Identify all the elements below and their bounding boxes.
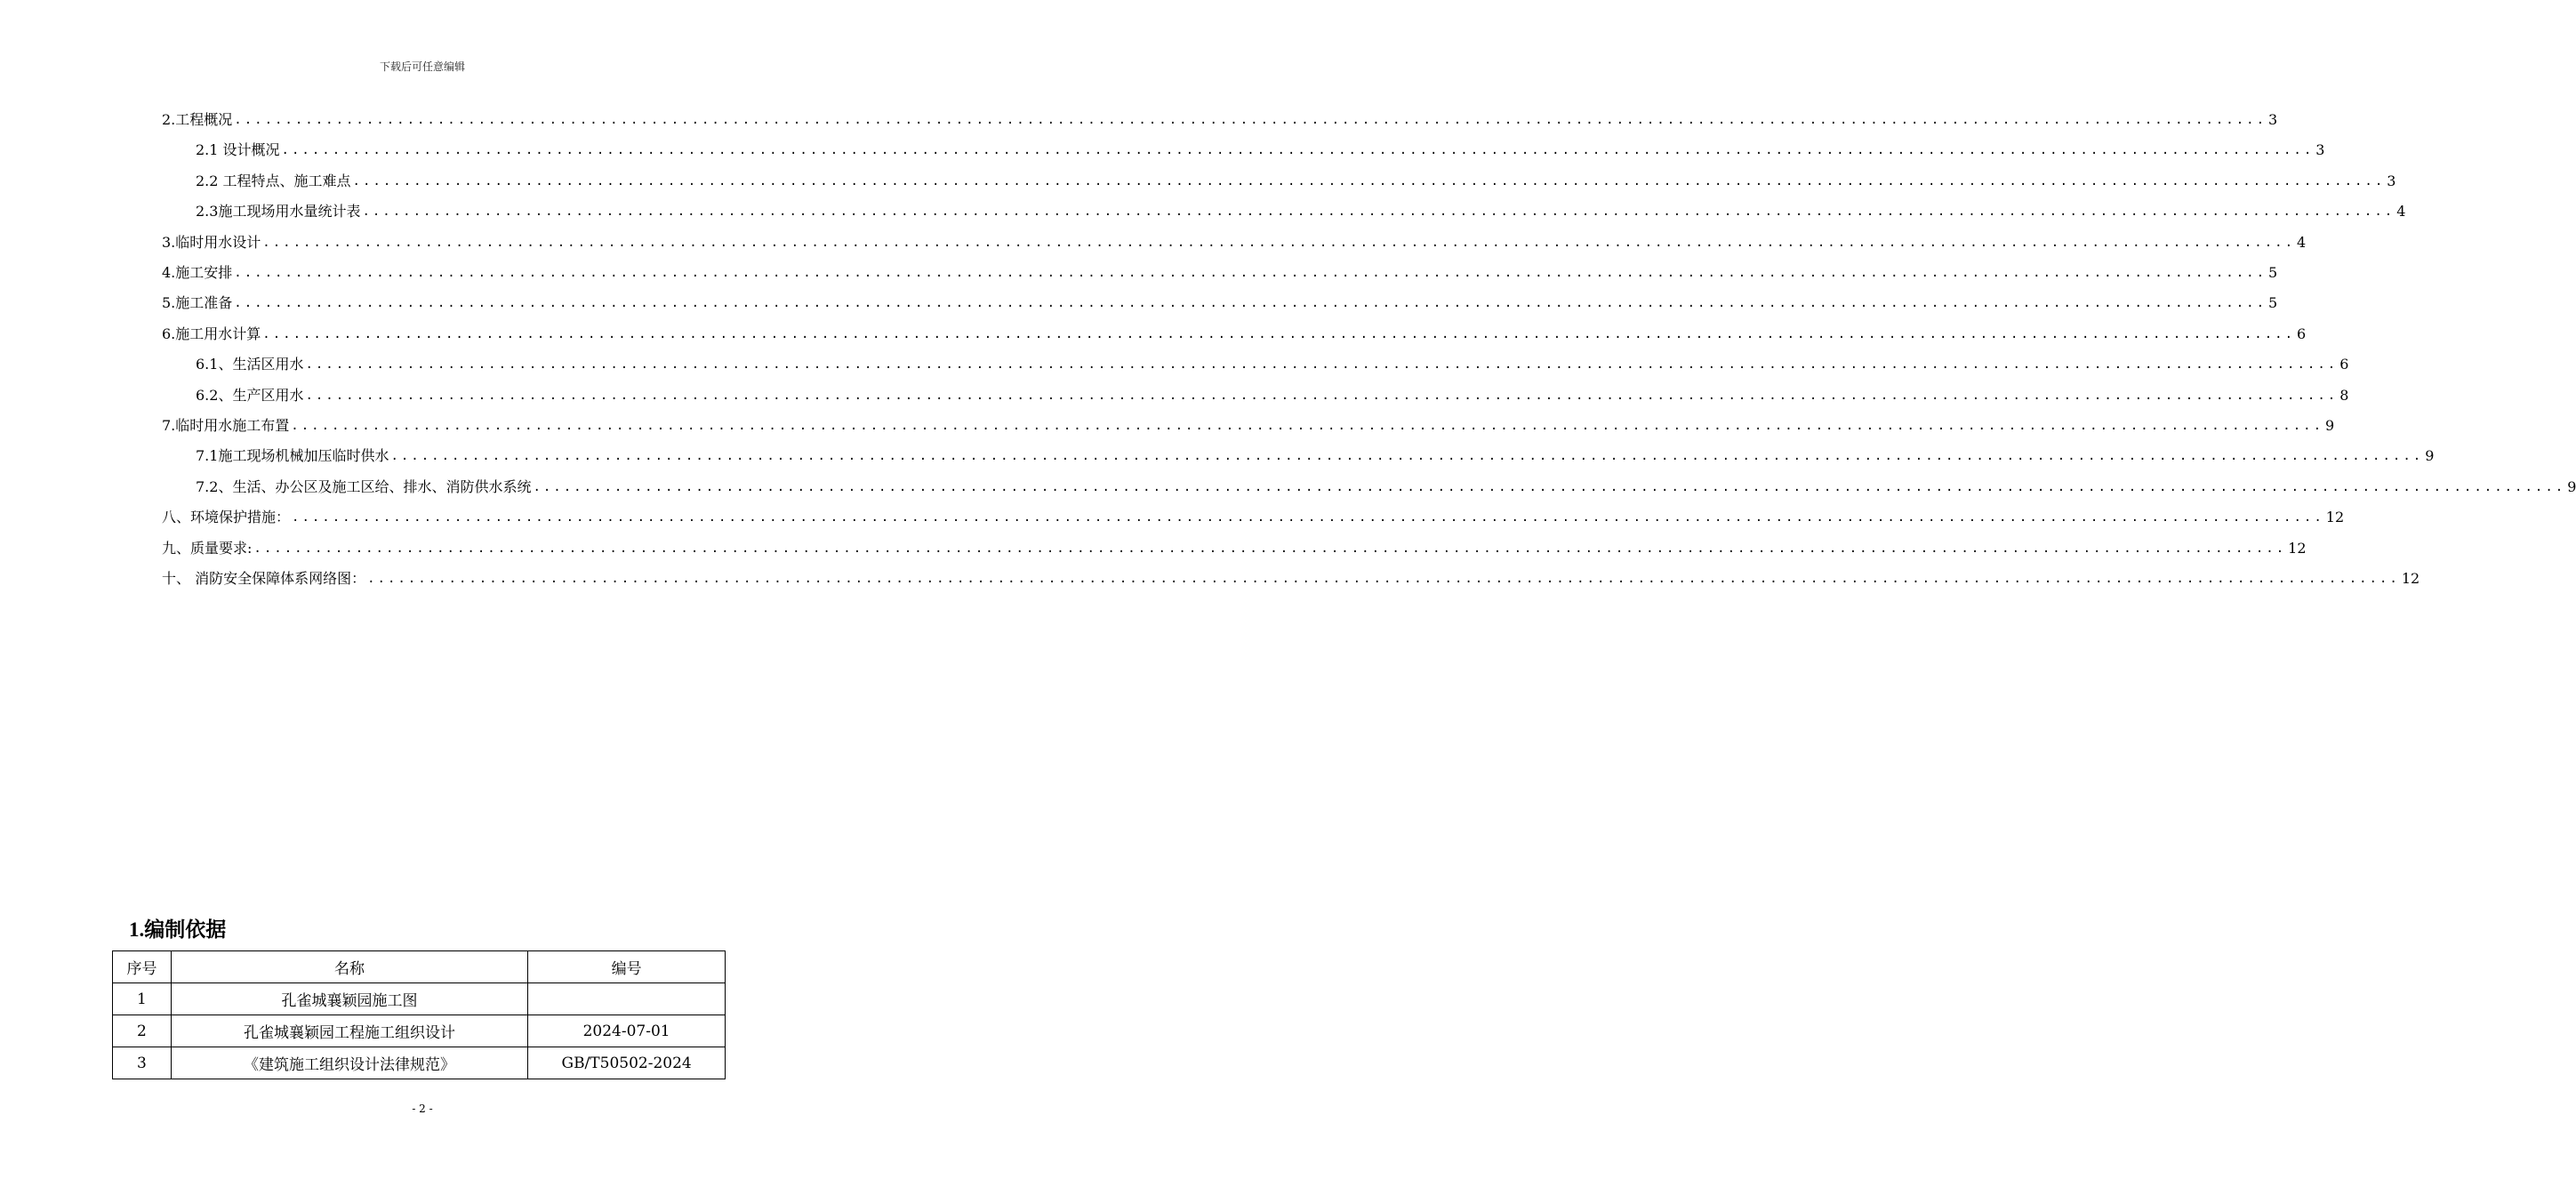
toc-entry-page: 12 [2401,570,2420,587]
toc-leader-dots: ........................................................................................................................................................................................................ [234,266,2267,280]
toc-leader-dots: ........................................................................................................................................................................................................ [281,143,2315,158]
header-code: 编号 [528,951,726,983]
toc-entry[interactable] [162,233,2307,253]
toc-entry[interactable] [162,110,2278,130]
toc-entry-page: 6 [2339,356,2349,373]
toc-entry-page: 9 [2325,417,2335,434]
toc-entry-label: 2.2 工程特点、施工难点 [196,172,351,189]
section-title: 1.编制依据 [129,918,227,941]
toc-entry-page: 4 [2396,203,2406,221]
cell-name: 孔雀城襄颖园工程施工组织设计 [171,1015,527,1047]
toc-leader-dots: ........................................................................................................................................................................................................ [291,419,2324,433]
header-index: 序号 [113,951,172,983]
toc-entry-page: 12 [2325,509,2345,526]
basis-table [112,950,726,1079]
toc-leader-dots: ........................................................................................................................................................................................................ [234,296,2267,311]
toc-entry-label: 7.2、生活、办公区及施工区给、排水、消防供水系统 [196,477,532,495]
toc-entry-page: 3 [2268,111,2278,128]
toc-entry-label: 十、 消防安全保障体系网络图： [162,570,366,587]
toc-leader-dots: ........................................................................................................................................................................................................ [362,205,2395,220]
cell-index: 3 [113,1047,172,1079]
toc-entry-page: 12 [2288,539,2307,557]
toc-entry-page: 3 [2315,141,2325,159]
toc-entry[interactable] [162,263,2278,283]
page-footer: - 2 - [412,1103,433,1115]
toc-leader-dots: ........................................................................................................................................................................................................ [234,113,2267,127]
toc-entry[interactable] [196,386,2349,405]
cell-name: 孔雀城襄颖园施工图 [171,983,527,1015]
cell-code [528,983,726,1015]
toc-entry[interactable] [196,202,2406,221]
table-row [113,983,726,1015]
toc-leader-dots: ........................................................................................................................................................................................................ [305,357,2339,373]
toc-entry[interactable] [162,293,2278,313]
toc-entry-label: 7.临时用水施工布置 [162,417,290,434]
toc-entry[interactable] [196,446,2435,466]
toc-entry[interactable] [196,355,2349,374]
toc-entry-page: 4 [2297,233,2307,251]
cell-index: 1 [113,983,172,1015]
toc-leader-dots: ........................................................................................................................................................................................................ [253,541,2287,556]
toc-leader-dots: ........................................................................................................................................................................................................ [292,510,2324,525]
toc-entry[interactable] [162,508,2345,527]
toc-leader-dots: ........................................................................................................................................................................................................ [262,326,2296,341]
page-header: 下载后可任意编辑 [379,60,465,73]
toc-entry-label: 3.临时用水设计 [162,233,261,251]
toc-entry[interactable] [162,539,2307,558]
toc-entry-page: 6 [2297,325,2307,342]
table-row [113,1015,726,1047]
toc-entry-page: 3 [2387,172,2396,189]
toc-entry[interactable] [196,140,2325,160]
toc-entry[interactable] [162,325,2307,344]
toc-entry[interactable] [196,477,2576,497]
toc-entry[interactable] [162,416,2335,436]
toc-entry-page: 5 [2268,264,2278,281]
toc-entry-label: 5.施工准备 [162,294,233,312]
toc-entry-label: 4.施工安排 [162,264,233,281]
toc-entry-label: 7.1施工现场机械加压临时供水 [196,447,389,465]
toc-entry-label: 八、环境保护措施： [162,509,291,526]
toc-leader-dots: ........................................................................................................................................................................................................ [262,235,2296,250]
toc-entry-label: 2.1 设计概况 [196,141,280,159]
toc-entry-label: 6.1、生活区用水 [196,356,304,373]
toc-entry-page: 9 [2425,447,2435,465]
cell-name: 《建筑施工组织设计法律规范》 [171,1047,527,1079]
cell-code: 2024-07-01 [528,1015,726,1047]
toc-entry-label: 6.施工用水计算 [162,325,261,342]
cell-code: GB/T50502-2024 [528,1047,726,1079]
toc-leader-dots: ........................................................................................................................................................................................................ [305,388,2339,403]
toc-leader-dots: ........................................................................................................................................................................................................ [390,449,2424,464]
toc-entry-label: 6.2、生产区用水 [196,386,304,404]
toc-entry-page: 5 [2268,294,2278,312]
toc-entry-page: 9 [2567,477,2576,495]
toc-leader-dots: ........................................................................................................................................................................................................ [352,173,2386,188]
toc-entry[interactable] [196,172,2396,191]
toc-entry-page: 8 [2339,386,2349,404]
cell-index: 2 [113,1015,172,1047]
toc-leader-dots: ........................................................................................................................................................................................................ [367,572,2400,586]
toc-entry-label: 九、质量要求: [162,539,253,557]
toc-leader-dots: ........................................................................................................................................................................................................ [533,479,2566,494]
table-header-row [113,951,726,983]
toc-entry-label: 2.3施工现场用水量统计表 [196,203,361,221]
header-name: 名称 [171,951,527,983]
toc-entry-label: 2.工程概况 [162,111,233,128]
table-row [113,1047,726,1079]
toc-entry[interactable] [162,569,2420,589]
